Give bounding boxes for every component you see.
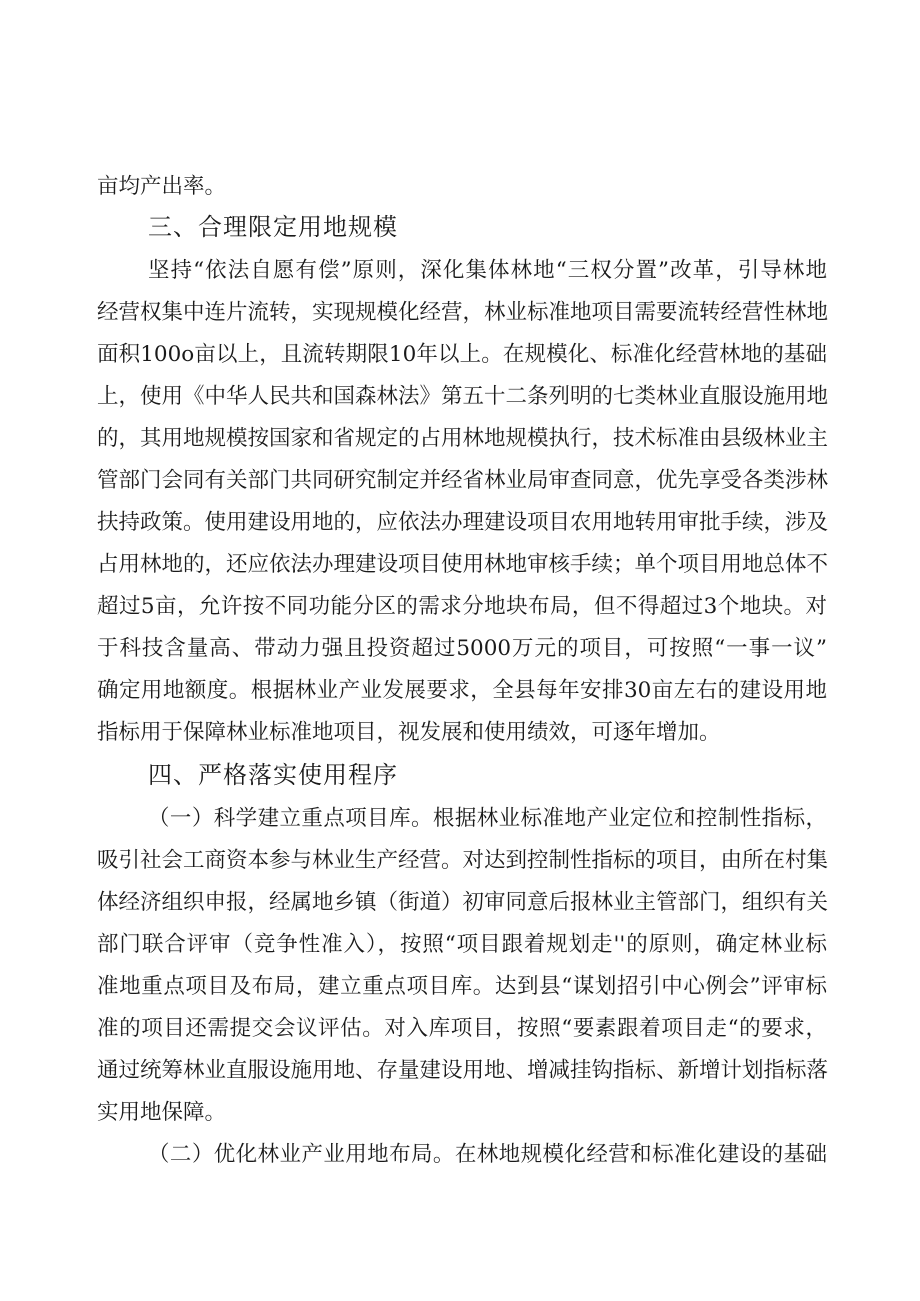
paragraph-line: 坚持“依法自愿有偿”原则，深化集体林地“三权分置”改革，引导林地 <box>148 258 827 283</box>
paragraph-line: 确定用地额度。根据林业产业发展要求，全县每年安排30亩左右的建设用地 <box>97 678 827 703</box>
paragraph-line: 的，其用地规模按国家和省规定的占用林地规模执行，技术标准由县级林业主 <box>97 426 829 451</box>
section-heading-3: 三、合理限定用地规模 <box>148 213 398 241</box>
paragraph-line: 准地重点项目及布局，建立重点项目库。达到县“谋划招引中心例会”评审标 <box>97 974 827 999</box>
paragraph-line: 部门联合评审（竞争性准入），按照“项目跟着规划走''的原则，确定林业标 <box>97 932 827 957</box>
paragraph-line: 超过5亩，允许按不同功能分区的需求分地块布局，但不得超过3个地块。对 <box>97 594 827 619</box>
paragraph-line: 实用地保障。 <box>97 1100 227 1125</box>
paragraph-line: （二）优化林业产业用地布局。在林地规模化经营和标准化建设的基础 <box>148 1142 827 1167</box>
paragraph-line: 通过统筹林业直服设施用地、存量建设用地、增减挂钩指标、新增计划指标落 <box>97 1058 829 1083</box>
paragraph-line: （一）科学建立重点项目库。根据林业标准地产业定位和控制性指标， <box>148 806 827 831</box>
paragraph-line: 上，使用《中华人民共和国森林法》第五十二条列明的七类林业直服设施用地 <box>97 384 829 409</box>
paragraph-line: 经营权集中连片流转，实现规模化经营，林业标准地项目需要流转经营性林地 <box>97 300 829 325</box>
paragraph-line: 吸引社会工商资本参与林业生产经营。对达到控制性指标的项目，由所在村集 <box>97 848 829 873</box>
paragraph-line: 占用林地的，还应依法办理建设项目使用林地审核手续；单个项目用地总体不 <box>97 552 829 577</box>
paragraph-line: 准的项目还需提交会议评估。对入库项目，按照“要素跟着项目走“的要求， <box>97 1016 827 1041</box>
paragraph-line: 指标用于保障林业标准地项目，视发展和使用绩效，可逐年增加。 <box>97 720 721 745</box>
paragraph-line: 扶持政策。使用建设用地的，应依法办理建设项目农用地转用审批手续，涉及 <box>97 510 829 535</box>
section-heading-4: 四、严格落实使用程序 <box>148 761 398 789</box>
paragraph-line: 体经济组织申报，经属地乡镇（街道）初审同意后报林业主管部门，组织有关 <box>97 890 829 915</box>
paragraph-line: 管部门会同有关部门共同研究制定并经省林业局审查同意，优先享受各类涉林 <box>97 468 829 493</box>
text-line: 亩均产出率。 <box>97 174 227 199</box>
paragraph-line: 于科技含量高、带动力强且投资超过5000万元的项目，可按照“一事一议” <box>97 636 827 661</box>
paragraph-line: 面积100o亩以上，且流转期限10年以上。在规模化、标准化经营林地的基础 <box>97 342 827 367</box>
